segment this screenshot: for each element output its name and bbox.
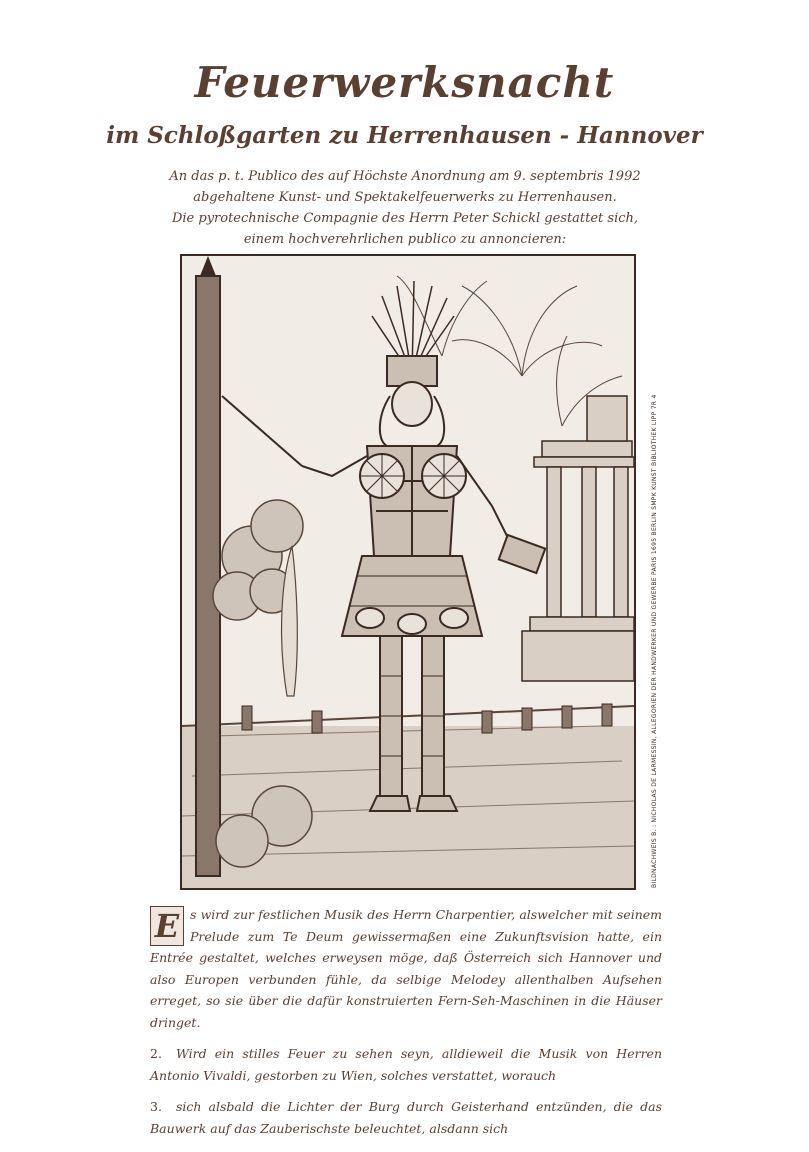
paragraph-3 — [150, 1096, 662, 1139]
intro-line: An das p. t. Publico des auf Höchste Anordnung am 9. septembris 1992 — [169, 169, 641, 184]
paragraph-1-text: s wird zur festlichen Musik des Herrn Charpentier, alswelcher mit seinem Prelude zum Te Deum gewissermaßen eine Zukunftsvision hatte, ein Entrée gestaltet, welches erweysen möge, daß Österreich sich Hannover und also Europen verbunden fühle, da selbige Melodey allenthalben Aufsehen erreget, so sie über die dafür konstruierten Fern-Seh-Maschinen in die Häuser dringet. — [150, 907, 662, 1030]
paragraph-1 — [150, 904, 662, 1033]
intro-line: einem hochverehrlichen publico zu annoncieren: — [243, 232, 567, 247]
page-subtitle: im Schloßgarten zu Herrenhausen - Hannover — [106, 122, 703, 149]
intro-text — [150, 166, 660, 250]
paragraph-2-text: Wird ein stilles Feuer zu sehen seyn, alldieweil die Musik von Herren Antonio Vivaldi, gestorben zu Wien, solches verstattet, worauch — [150, 1046, 662, 1083]
firework-maker-engraving — [182, 256, 634, 888]
paragraph-2-number: 2. — [150, 1046, 162, 1061]
paragraph-3-number: 3. — [150, 1099, 162, 1114]
paragraph-3-text: sich alsbald die Lichter der Burg durch Geisterhand entzünden, die das Bauwerk auf das Zauberischste beleuchtet, alsdann sich — [150, 1099, 662, 1136]
drop-cap: E — [150, 906, 184, 946]
intro-line: abgehaltene Kunst- und Spektakelfeuerwerks zu Herrenhausen. — [193, 190, 617, 205]
paragraph-2 — [150, 1043, 662, 1086]
page-title: Feuerwerksnacht — [194, 58, 615, 107]
image-credit-text: BILDNACHWEIS B. : NICHOLAS DE LARMESSIN, ALLEGORIEN DER HANDWERKER UND GEWERBE PARIS 1695 BERLIN SMPK KUNST BIBLIOTHEK LIPP 7R 4 — [651, 394, 658, 888]
intro-line: Die pyrotechnische Compagnie des Herrn Peter Schickl gestattet sich, — [171, 211, 639, 226]
body-text — [150, 904, 662, 1149]
engraving-illustration — [180, 254, 636, 890]
image-credit — [640, 340, 658, 888]
